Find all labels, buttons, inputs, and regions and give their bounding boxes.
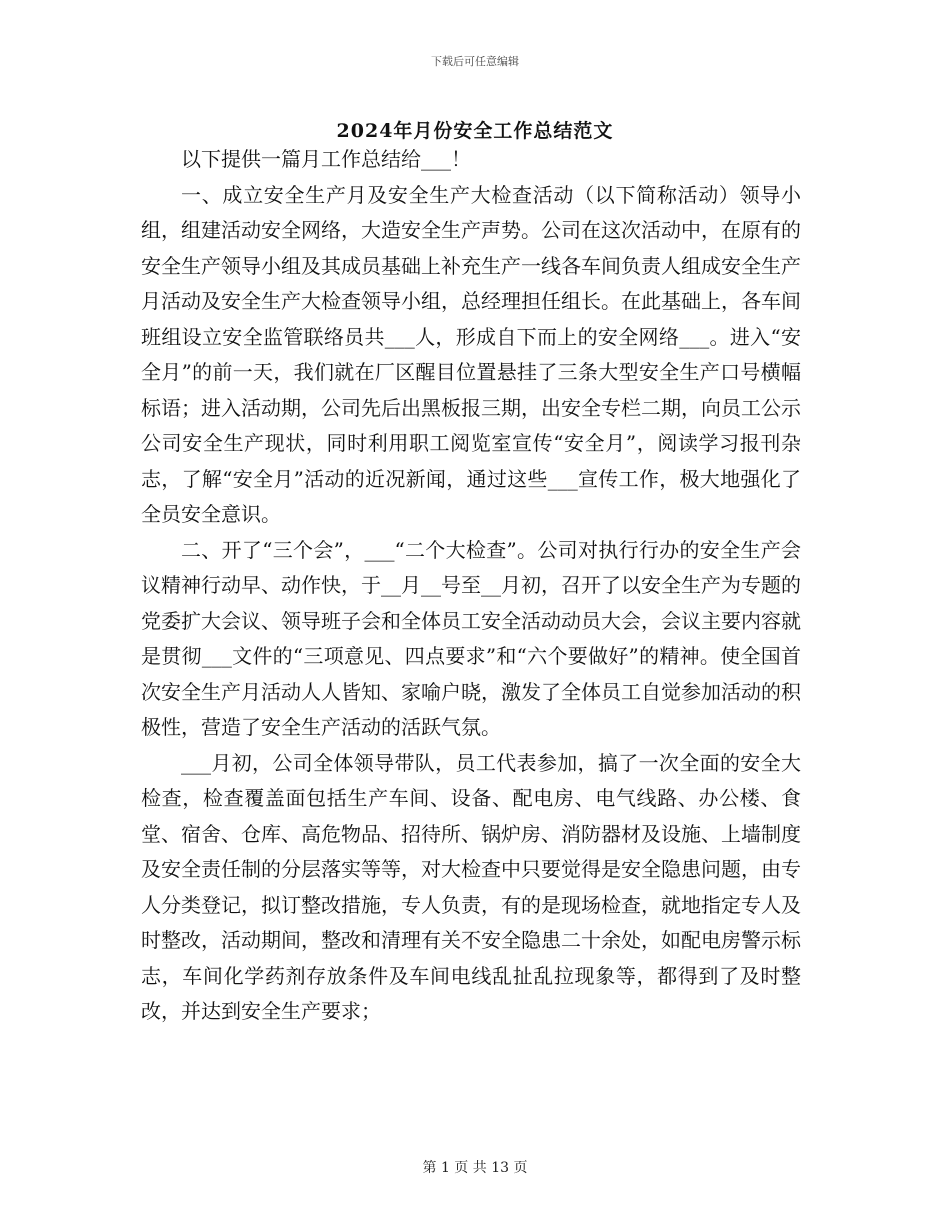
page-number-footer: 第 1 页 共 13 页	[422, 1160, 528, 1176]
paragraph-inspection: ___月初，公司全体领导带队，员工代表参加，搞了一次全面的安全大检查，检查覆盖面包括生产车间、设备、配电房、电气线路、办公楼、食堂、宿舍、仓库、高危物品、招待所、锅炉房、消防器材及设施、上墙制度及安全责任制的分层落实等等，对大检查中只要觉得是安全隐患问题，由专人分类登记，拟订整改措施，专人负责，有的是现场检查，就地指定专人及时整改，活动期间，整改和清理有关不安全隐患二十余处，如配电房警示标志，车间化学药剂存放条件及车间电线乱扯乱拉现象等，都得到了及时整改，并达到安全生产要求；	[141, 750, 801, 1023]
paragraph-section-two: 二、开了“三个会”，___“二个大检查”。公司对执行行办的安全生产会议精神行动早、动作快，于__月__号至__月初，召开了以安全生产为专题的党委扩大会议、领导班子会和全体员工安全活动动员大会，会议主要内容就是贯彻___文件的“三项意见、四点要求”和“六个要做好”的精神。使全国首次安全生产月活动人人皆知、家喻户晓，激发了全体员工自觉参加活动的积极性，营造了安全生产活动的活跃气氛。	[141, 537, 801, 739]
header-note: 下载后可任意编辑	[431, 55, 519, 68]
paragraph-intro: 以下提供一篇月工作总结给___！	[181, 147, 471, 171]
document-title: 2024年月份安全工作总结范文	[336, 120, 614, 142]
paragraph-section-one: 一、成立安全生产月及安全生产大检查活动（以下简称活动）领导小组，组建活动安全网络，大造安全生产声势。公司在这次活动中，在原有的安全生产领导小组及其成员基础上补充生产一线各车间负责人组成安全生产月活动及安全生产大检查领导小组，总经理担任组长。在此基础上，各车间班组设立安全监管联络员共___人，形成自下而上的安全网络___。进入“安全月”的前一天，我们就在厂区醒目位置悬挂了三条大型安全生产口号横幅标语；进入活动期，公司先后出黑板报三期，出安全专栏二期，向员工公示公司安全生产现状，同时利用职工阅览室宣传“安全月”，阅读学习报刊杂志，了解“安全月”活动的近况新闻，通过这些___宣传工作，极大地强化了全员安全意识。	[141, 182, 801, 526]
document-body	[141, 142, 801, 1030]
